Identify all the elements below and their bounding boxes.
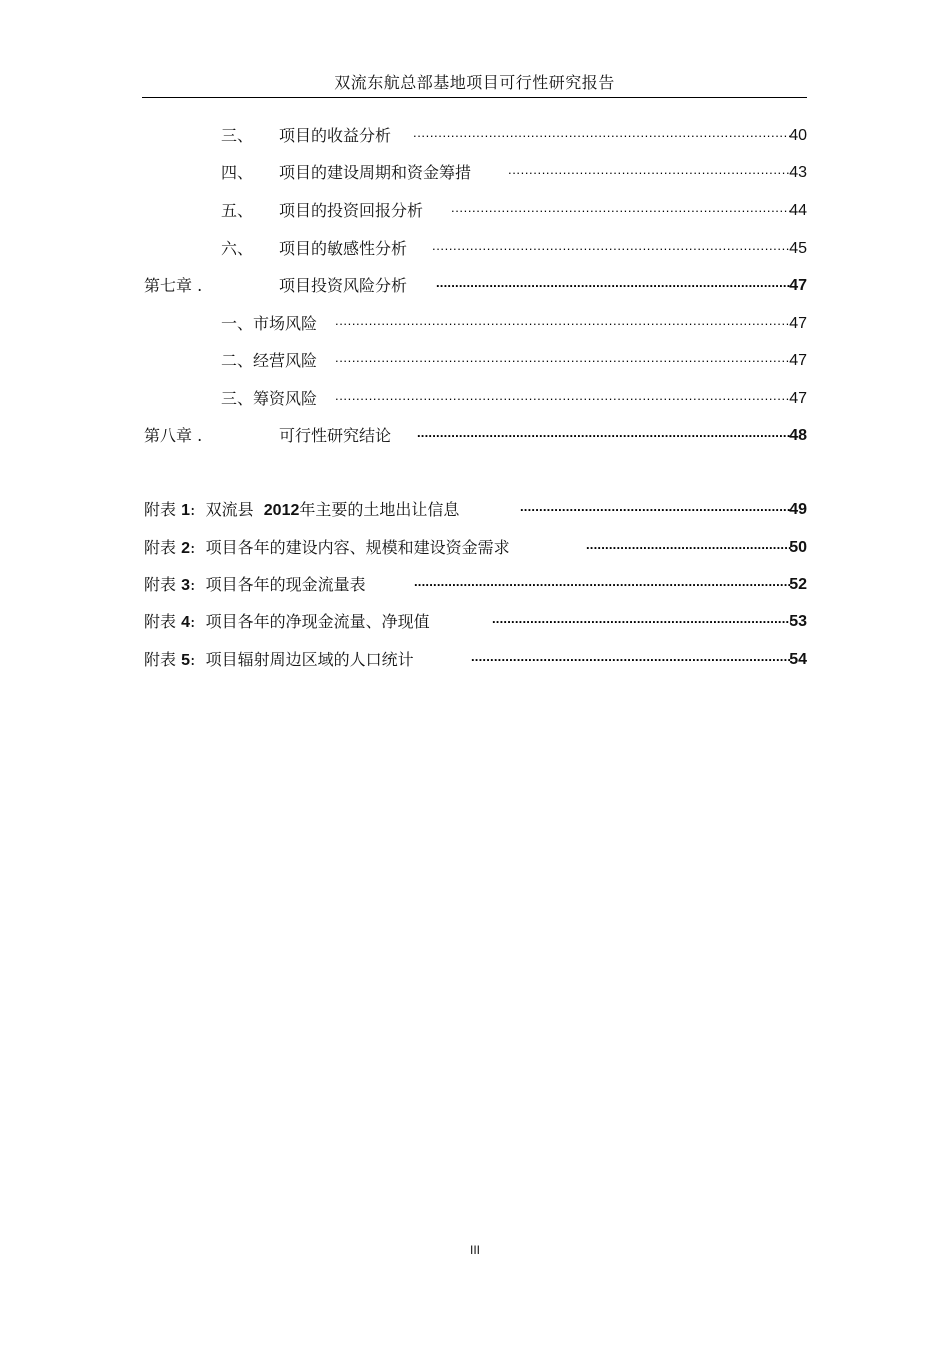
toc-appendix-label-group <box>144 573 366 597</box>
appendix-label: 附表 <box>144 650 177 669</box>
appendix-title: 项目各年的现金流量表 <box>205 575 366 594</box>
toc-appendix-5[interactable] <box>142 648 807 672</box>
appendix-number: 5 <box>181 652 191 669</box>
appendix-title: 年主要的土地出让信息 <box>299 500 460 519</box>
toc-page-number: 47 <box>789 352 807 369</box>
toc-page-number: 40 <box>789 127 807 144</box>
page-header-title: 双流东航总部基地项目可行性研究报告 <box>334 73 615 92</box>
toc-page-number: 50 <box>789 539 807 556</box>
toc-appendix-label-group <box>144 498 459 522</box>
toc-title: 项目的建设周期和资金筹措 <box>279 163 472 182</box>
toc-appendix-label-group <box>144 536 510 560</box>
toc-title: 一、市场风险 <box>221 314 318 333</box>
toc-chapter-number: 第八章 . <box>144 426 203 445</box>
toc-number: 四、 <box>221 163 254 182</box>
toc-appendix-label-group <box>144 648 414 672</box>
appendix-colon: : <box>190 650 196 669</box>
header-rule <box>142 97 807 98</box>
appendix-number: 4 <box>181 614 191 631</box>
toc-leader-dots <box>586 533 791 557</box>
toc-title: 三、筹资风险 <box>221 389 318 408</box>
toc-leader-dots <box>335 346 791 370</box>
appendix-label: 附表 <box>144 575 177 594</box>
toc-title: 项目的收益分析 <box>279 126 392 145</box>
appendix-title: 项目各年的建设内容、规模和建设资金需求 <box>205 538 510 557</box>
toc-appendix-4[interactable] <box>142 610 807 634</box>
toc-leader-dots <box>417 421 791 445</box>
toc-entry-section-4[interactable] <box>142 161 807 185</box>
appendix-year: 2012 <box>263 502 300 519</box>
toc-page-number: 47 <box>789 390 807 407</box>
appendix-title-prefix: 双流县 <box>205 500 254 519</box>
toc-page-number: 52 <box>789 576 807 593</box>
toc-leader-dots <box>335 384 791 408</box>
toc-entry-section-3[interactable] <box>142 124 807 148</box>
toc-appendix-3[interactable] <box>142 573 807 597</box>
toc-entry-risk-market[interactable] <box>142 312 807 336</box>
appendix-colon: : <box>190 612 196 631</box>
appendix-number: 2 <box>181 540 191 557</box>
toc-leader-dots <box>451 196 791 220</box>
toc-entry-section-5[interactable] <box>142 199 807 223</box>
appendix-title: 项目各年的净现金流量、净现值 <box>205 612 430 631</box>
appendix-title: 项目辐射周边区域的人口统计 <box>205 650 414 669</box>
toc-number: 三、 <box>221 126 254 145</box>
toc-leader-dots <box>471 645 791 669</box>
toc-entry-section-6[interactable] <box>142 237 807 261</box>
toc-leader-dots <box>492 607 791 631</box>
appendix-number: 3 <box>181 577 191 594</box>
toc-title: 二、经营风险 <box>221 351 318 370</box>
appendix-label: 附表 <box>144 538 177 557</box>
toc-appendix-1[interactable] <box>142 498 807 522</box>
toc-page-number: 49 <box>789 501 807 518</box>
toc-leader-dots <box>413 121 791 145</box>
toc-page-number: 44 <box>789 202 807 219</box>
toc-leader-dots <box>436 271 791 295</box>
appendix-number: 1 <box>181 502 191 519</box>
appendix-colon: : <box>190 575 196 594</box>
appendix-colon: : <box>190 500 196 519</box>
appendix-colon: : <box>190 538 196 557</box>
toc-page-number: 54 <box>789 651 807 668</box>
toc-title: 项目投资风险分析 <box>279 276 408 295</box>
appendix-label: 附表 <box>144 500 177 519</box>
toc-number: 五、 <box>221 201 254 220</box>
toc-page-number: 53 <box>789 613 807 630</box>
toc-leader-dots <box>414 570 791 594</box>
appendix-label: 附表 <box>144 612 177 631</box>
toc-page-number: 48 <box>789 427 807 444</box>
toc-leader-dots <box>335 309 791 333</box>
toc-entry-risk-financing[interactable] <box>142 387 807 411</box>
toc-leader-dots <box>432 234 791 258</box>
toc-entry-chapter-8[interactable] <box>142 424 807 448</box>
toc-title: 项目的敏感性分析 <box>279 239 408 258</box>
toc-chapter-number: 第七章 . <box>144 276 203 295</box>
page-number-footer: III <box>469 1243 480 1257</box>
toc-page-number: 45 <box>789 240 807 257</box>
toc-page-number: 47 <box>789 277 807 294</box>
toc-page-number: 43 <box>789 164 807 181</box>
toc-leader-dots <box>520 495 791 519</box>
toc-appendix-2[interactable] <box>142 536 807 560</box>
toc-entry-risk-operation[interactable] <box>142 349 807 373</box>
toc-entry-chapter-7[interactable] <box>142 274 807 298</box>
toc-leader-dots <box>508 158 791 182</box>
toc-title: 可行性研究结论 <box>279 426 392 445</box>
toc-appendix-label-group <box>144 610 430 634</box>
toc-title: 项目的投资回报分析 <box>279 201 424 220</box>
toc-number: 六、 <box>221 239 254 258</box>
toc-page-number: 47 <box>789 315 807 332</box>
